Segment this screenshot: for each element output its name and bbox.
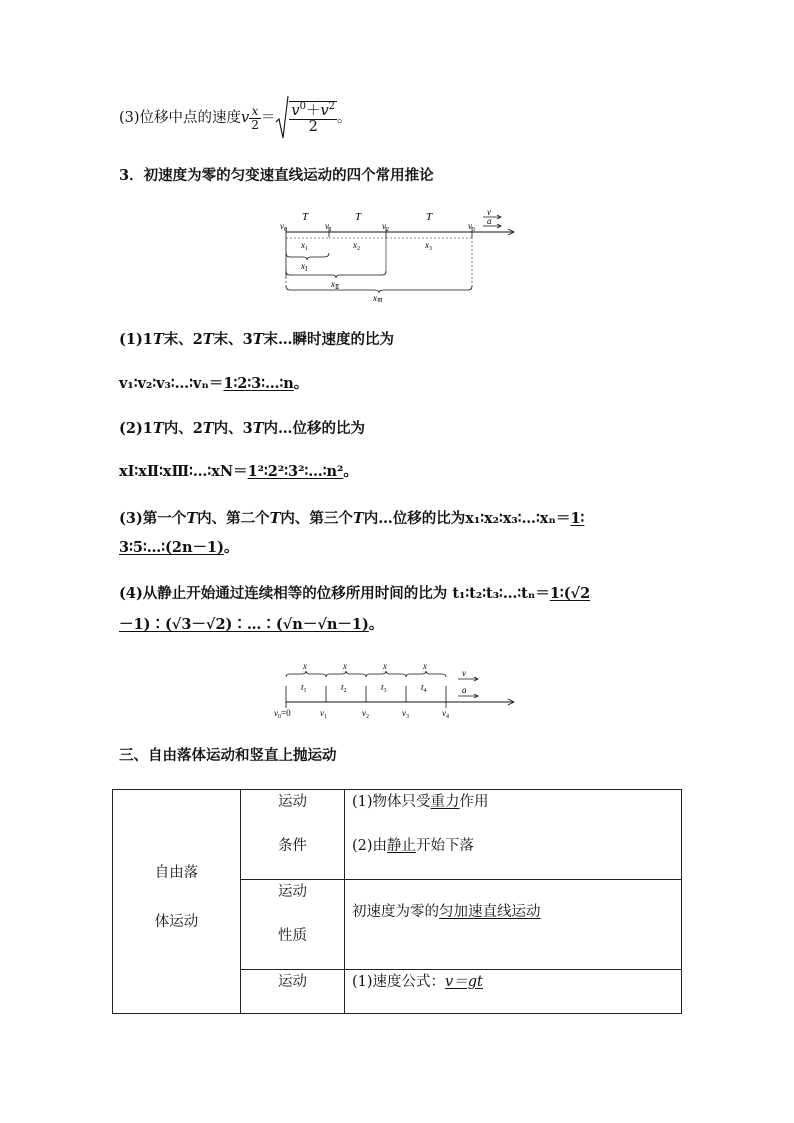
radical-sign — [275, 96, 289, 140]
xI-label: $x_Ⅰ$ — [301, 261, 308, 273]
table-cell-condition-content: (1)物体只受重力作用 (2)由静止开始下落 — [345, 790, 682, 880]
t4-label: $t_4$ — [421, 682, 427, 694]
v0-eq-0-label: $v_0=0$ — [274, 708, 291, 720]
a-arrow-label: a — [487, 216, 492, 226]
v0-label: $v_0$ — [280, 221, 287, 233]
eq2-answer: 1²∶2²∶3²∶…∶n² — [247, 463, 344, 480]
corollary-1-equation: v₁∶v₂∶v₃∶…∶vₙ＝1∶2∶3∶…∶n。 — [119, 375, 309, 392]
table-cell-condition-label: 运动 条件 — [241, 790, 345, 880]
a-arrow-label: a — [462, 685, 467, 695]
radical-fraction: $\frac{v^0+v^2}{2}$ — [291, 100, 336, 135]
corollary-1: (1)1T末、2T末、3T末…瞬时速度的比为 — [119, 331, 394, 348]
equal-displacement-diagram-2 — [272, 662, 522, 720]
table-cell-formula-content: (1)速度公式：v＝gt — [345, 970, 682, 1014]
t3-label: $t_3$ — [381, 682, 387, 694]
xII-label: $x_Ⅱ$ — [331, 279, 340, 291]
v2-label: $v_2$ — [362, 708, 369, 720]
section-heading-3: 3．初速度为零的匀变速直线运动的四个常用推论 — [119, 167, 434, 184]
x-label-4: x — [423, 662, 427, 671]
eq4-answer-part2: －1)∶(√3－√2)∶…∶(√n－√n－1) — [119, 616, 369, 633]
x3-label: $x_3$ — [425, 240, 432, 252]
corollary-3: (3)第一个T内、第二个T内、第三个T内…位移的比为x₁∶x₂∶x₃∶…∶xₙ＝1∶ — [119, 510, 585, 527]
corollary-3-cont: 3∶5∶…∶(2n－1)。 — [119, 539, 239, 556]
T-label-1: T — [302, 211, 309, 223]
midpoint-velocity-line — [119, 96, 352, 140]
eq1-answer: 1∶2∶3∶…∶n — [223, 375, 294, 392]
main-label-line1: 自由落 — [154, 864, 199, 881]
corollary-4: (4)从静止开始通过连续相等的位移所用时间的比为 t₁∶t₂∶t₃∶…∶tₙ＝1∶(√2 — [119, 585, 591, 602]
T-label-2: T — [355, 211, 362, 223]
v1-label: $v_1$ — [325, 221, 332, 233]
v2-label: $v_2$ — [382, 221, 389, 233]
T-label-3: T — [426, 211, 433, 223]
table-cell-formula-label: 运动 — [241, 970, 345, 1014]
free-fall-table — [112, 789, 682, 1014]
corollary-2: (2)1T内、2T内、3T内…位移的比为 — [119, 420, 365, 437]
x-label-1: x — [303, 662, 307, 671]
v1-label: $v_1$ — [320, 708, 327, 720]
table-main-cell — [113, 790, 241, 1014]
v-arrow-label: v — [462, 668, 466, 678]
table-cell-nature-label: 运动 性质 — [241, 880, 345, 970]
v-arrow-label: v — [487, 207, 491, 217]
corollary-4-cont: －1)∶(√3－√2)∶…∶(√n－√n－1)。 — [119, 616, 384, 633]
x-label-2: x — [343, 662, 347, 671]
t1-label: $t_1$ — [301, 682, 307, 694]
v4-label: $v_4$ — [442, 708, 449, 720]
v3-label: $v_3$ — [402, 708, 409, 720]
line-end-period: 。 — [337, 110, 352, 126]
corollary-2-equation: xⅠ∶xⅡ∶xⅢ∶…∶xN＝1²∶2²∶3²∶…∶n²。 — [119, 463, 358, 480]
x-label-3: x — [383, 662, 387, 671]
midpoint-prefix: (3)位移中点的速度 — [119, 110, 242, 126]
xIII-label: $x_Ⅲ$ — [373, 293, 383, 302]
table-cell-nature-content: 初速度为零的匀加速直线运动 — [345, 880, 682, 970]
x2-label: $x_2$ — [353, 240, 360, 252]
v3-label: $v_3$ — [468, 221, 475, 233]
eq3-answer-part2: 3∶5∶…∶(2n－1) — [119, 539, 224, 556]
x1-label: $x_1$ — [301, 240, 308, 252]
main-label-line2: 体运动 — [154, 913, 199, 930]
section-heading-free-fall: 三、自由落体运动和竖直上抛运动 — [119, 747, 337, 764]
eq3-answer-part1: 1∶ — [570, 510, 585, 527]
equals-sign: ＝ — [260, 110, 276, 126]
x-over-2-fraction: $\frac{x}{2}$ — [251, 103, 259, 132]
uniform-acceleration-diagram-1 — [272, 207, 532, 302]
t2-label: $t_2$ — [341, 682, 347, 694]
eq2-lhs: xⅠ∶xⅡ∶xⅢ∶…∶xN＝ — [119, 463, 248, 480]
v-symbol: v — [241, 110, 250, 126]
eq4-answer-part1: 1∶(√2 — [549, 585, 591, 602]
eq1-lhs: v₁∶v₂∶v₃∶…∶vₙ＝ — [119, 375, 224, 392]
